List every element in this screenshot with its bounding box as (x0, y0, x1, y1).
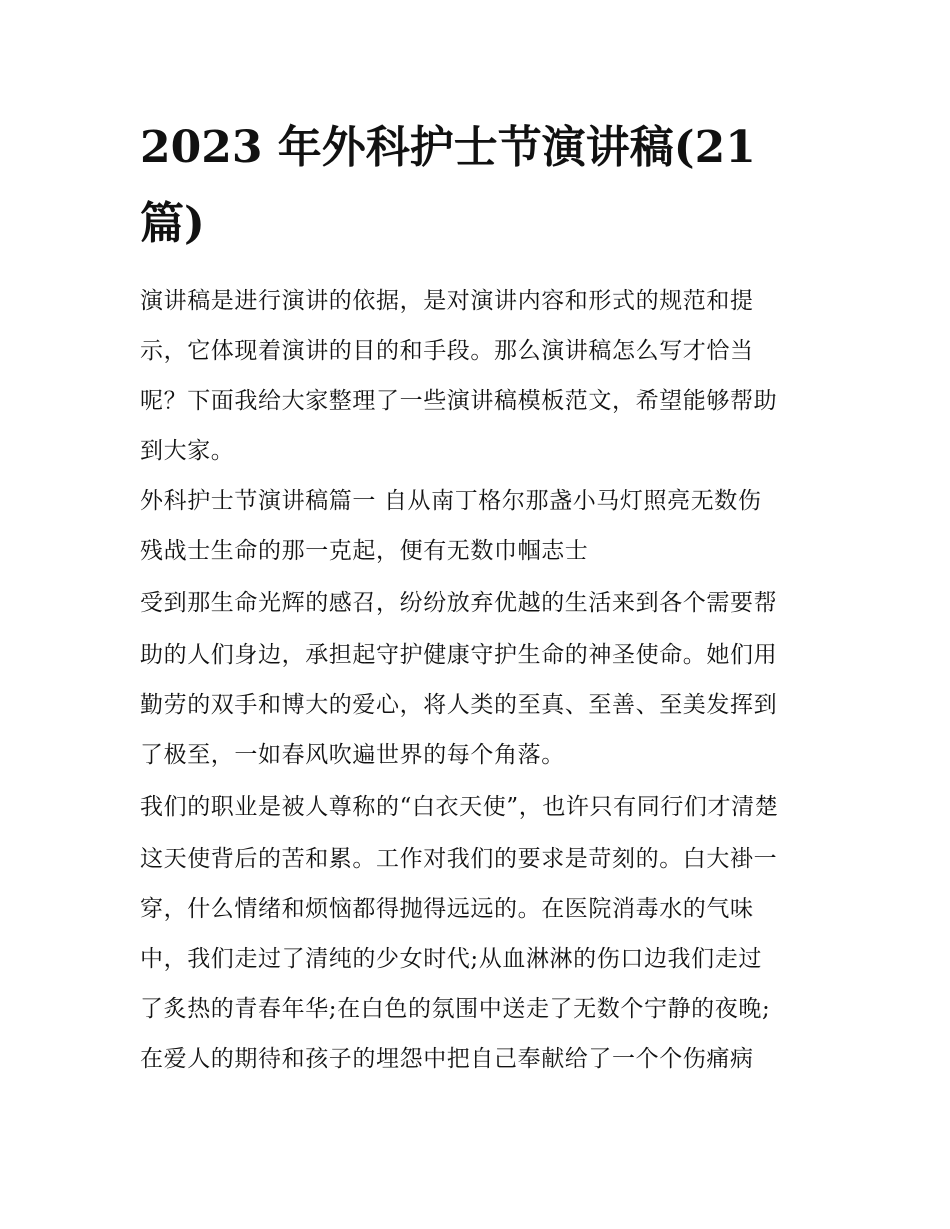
paragraph-line: 中，我们走过了清纯的少女时代;从血淋淋的伤口边我们走过 (140, 946, 762, 972)
paragraph-line: 残战士生命的那一克起，便有无数巾帼志士 (140, 538, 589, 564)
paragraph-line: 了炙热的青春年华;在白色的氛围中送走了无数个宁静的夜晚; (140, 996, 771, 1022)
paragraph-line: 示，它体现着演讲的目的和手段。那么演讲稿怎么写才恰当 (140, 338, 754, 364)
paragraph-line: 呢？下面我给大家整理了一些演讲稿模板范文，希望能够帮助 (140, 388, 778, 414)
paragraph-line: 勤劳的双手和博大的爱心，将人类的至真、至善、至美发挥到 (140, 692, 778, 718)
paragraph-line: 这天使背后的苦和累。工作对我们的要求是苛刻的。白大褂一 (140, 846, 778, 872)
paragraph-line: 了极至，一如春风吹遍世界的每个角落。 (140, 742, 565, 768)
document-title-line-1: 2023 年外科护士节演讲稿(21 (140, 122, 756, 173)
paragraph-line: 到大家。 (140, 438, 235, 464)
paragraph-line: 助的人们身边，承担起守护健康守护生命的神圣使命。她们用 (140, 642, 778, 668)
paragraph-line: 我们的职业是被人尊称的“白衣天使”，也许只有同行们才清楚 (140, 794, 779, 820)
paragraph-line: 在爱人的期待和孩子的埋怨中把自己奉献给了一个个伤痛病 (140, 1046, 754, 1072)
paragraph-line: 受到那生命光辉的感召，纷纷放弃优越的生活来到各个需要帮 (140, 590, 778, 616)
paragraph-line: 外科护士节演讲稿篇一 自从南丁格尔那盏小马灯照亮无数伤 (140, 488, 762, 514)
paragraph-line: 演讲稿是进行演讲的依据，是对演讲内容和形式的规范和提 (140, 288, 754, 314)
paragraph-line: 穿，什么情绪和烦恼都得抛得远远的。在医院消毒水的气味 (140, 896, 754, 922)
document-title-line-2: 篇) (140, 198, 205, 249)
